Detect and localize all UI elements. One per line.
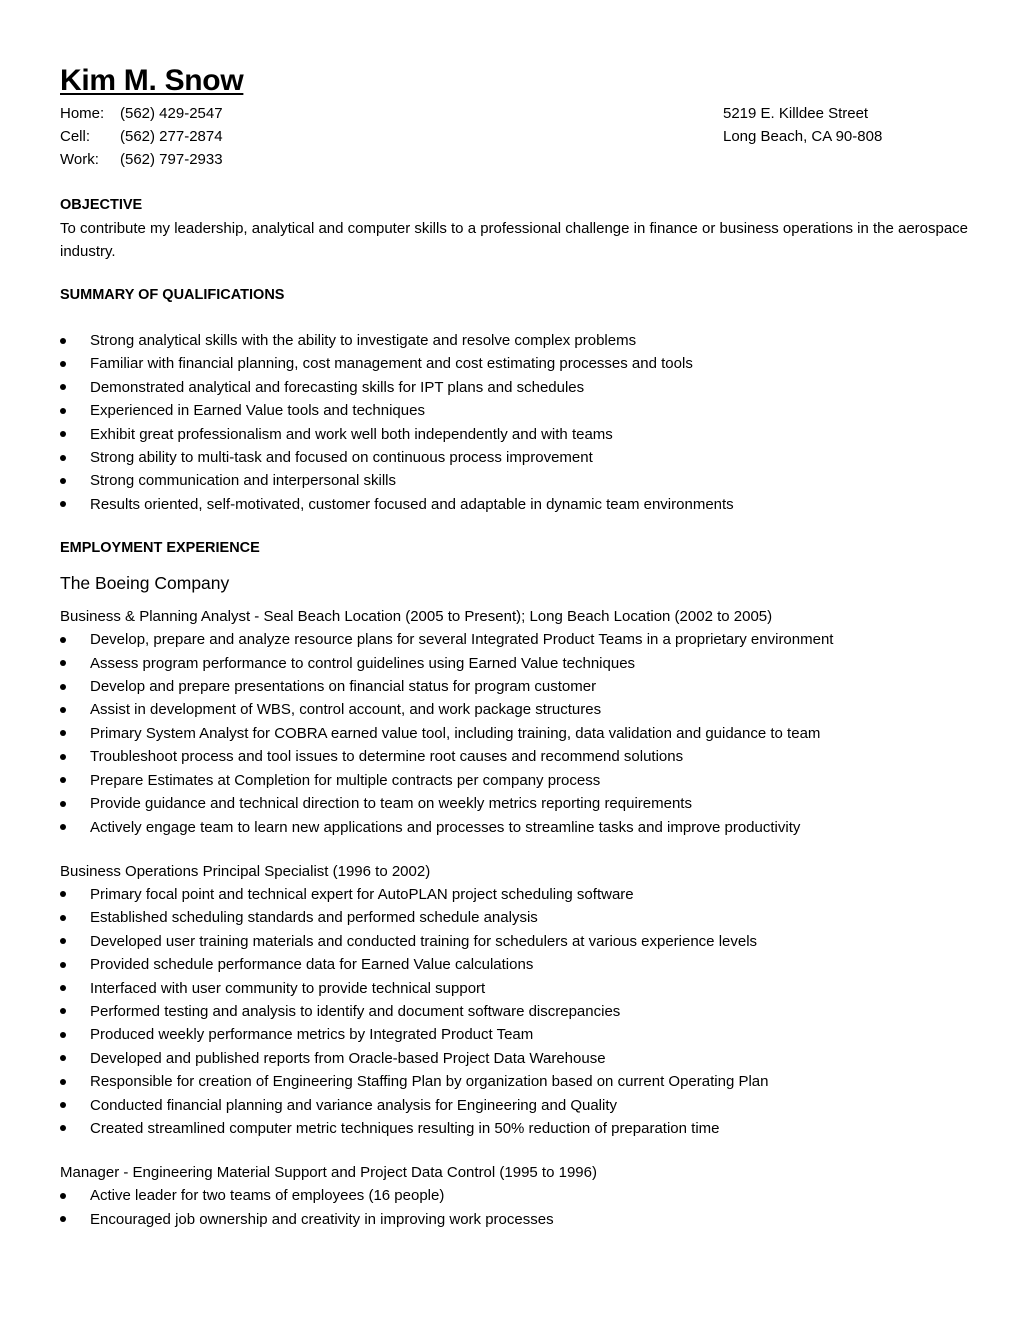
bullet-icon [60, 938, 66, 944]
bullet-icon [60, 455, 66, 461]
bullet-icon [60, 1079, 66, 1085]
list-item-text: Primary System Analyst for COBRA earned value tool, including training, data validation and guidance to team [90, 724, 821, 742]
bullet-icon [60, 1032, 66, 1038]
phone-label: Home: [60, 105, 105, 122]
list-item-text: Developed user training materials and conducted training for schedulers at various experience levels [90, 932, 758, 950]
bullet-icon [60, 777, 66, 783]
list-item [60, 930, 970, 953]
bullet-icon [60, 1216, 66, 1222]
list-item [60, 376, 970, 399]
list-item [60, 399, 970, 422]
list-item-text: Troubleshoot process and tool issues to determine root causes and recommend solutions [90, 748, 684, 766]
list-item-text: Assess program performance to control guidelines using Earned Value techniques [90, 654, 636, 672]
job-entry [60, 860, 970, 1140]
job-title: Manager - Engineering Material Support and Project Data Control (1995 to 1996) [60, 1164, 597, 1182]
list-item [60, 628, 970, 651]
list-item-text: Primary focal point and technical expert for AutoPLAN project scheduling software [90, 885, 634, 903]
job-list [60, 605, 970, 1231]
bullet-icon [60, 707, 66, 713]
bullet-icon [60, 637, 66, 643]
bullet-icon [60, 754, 66, 760]
bullet-icon [60, 384, 66, 390]
phone-home [60, 102, 223, 125]
list-item-text: Strong ability to multi-task and focused on continuous process improvement [90, 449, 593, 467]
list-item [60, 446, 970, 469]
job-duties-list [60, 1184, 970, 1231]
objective-heading: OBJECTIVE [60, 197, 143, 213]
resume-page [60, 62, 970, 1231]
list-item-text: Interfaced with user community to provide technical support [90, 979, 486, 997]
list-item-text: Strong analytical skills with the ability to investigate and resolve complex problems [90, 332, 637, 349]
list-item [60, 977, 970, 1000]
list-item-text: Performed testing and analysis to identify and document software discrepancies [90, 1002, 621, 1020]
list-item [60, 722, 970, 745]
summary-heading: SUMMARY OF QUALIFICATIONS [60, 287, 285, 303]
bullet-icon [60, 660, 66, 666]
list-item-text: Develop, prepare and analyze resource plans for several Integrated Product Teams in a proprietary environment [90, 631, 834, 649]
bullet-icon [60, 1055, 66, 1061]
list-item [60, 1094, 970, 1117]
job-entry [60, 1161, 970, 1231]
list-item [60, 423, 970, 446]
list-item [60, 1184, 970, 1207]
summary-list [60, 329, 970, 516]
phone-work [60, 148, 223, 171]
list-item [60, 352, 970, 375]
list-item-text: Familiar with financial planning, cost management and cost estimating processes and tools [90, 355, 693, 373]
list-item-text: Active leader for two teams of employees (16 people) [90, 1187, 445, 1205]
list-item [60, 953, 970, 976]
phone-label: Cell: [60, 128, 91, 145]
list-item [60, 698, 970, 721]
bullet-icon [60, 730, 66, 736]
list-item [60, 769, 970, 792]
job-title: Business & Planning Analyst - Seal Beach Location (2005 to Present); Long Beach Location (2002 to 2005) [60, 608, 773, 626]
list-item [60, 883, 970, 906]
list-item [60, 1000, 970, 1023]
bullet-icon [60, 338, 66, 344]
list-item [60, 1208, 970, 1231]
list-item-text: Prepare Estimates at Completion for multiple contracts per company process [90, 771, 601, 789]
list-item-text: Assist in development of WBS, control account, and work package structures [90, 701, 602, 719]
bullet-icon [60, 1125, 66, 1131]
job-entry [60, 605, 970, 839]
list-item [60, 1070, 970, 1093]
list-item-text: Results oriented, self-motivated, customer focused and adaptable in dynamic team environments [90, 495, 734, 513]
bullet-icon [60, 962, 66, 968]
bullet-icon [60, 1193, 66, 1199]
phone-cell [60, 125, 223, 148]
list-item [60, 906, 970, 929]
phone-number: (562) 797-2933 [120, 151, 223, 168]
bullet-icon [60, 431, 66, 437]
list-item [60, 469, 970, 492]
address-city: Long Beach, CA 90-808 [723, 128, 883, 145]
objective-text: To contribute my leadership, analytical and computer skills to a professional challenge in finance or business operations in the aerospace industry. [60, 220, 969, 260]
list-item [60, 652, 970, 675]
candidate-name: Kim M. Snow [60, 64, 244, 97]
job-title: Business Operations Principal Specialist (1996 to 2002) [60, 862, 431, 880]
list-item-text: Established scheduling standards and performed schedule analysis [90, 909, 538, 927]
phone-number: (562) 429-2547 [120, 105, 223, 122]
bullet-icon [60, 801, 66, 807]
bullet-icon [60, 1008, 66, 1014]
list-item [60, 493, 970, 516]
list-item-text: Provided schedule performance data for Earned Value calculations [90, 956, 534, 974]
list-item-text: Developed and published reports from Oracle-based Project Data Warehouse [90, 1049, 606, 1067]
list-item [60, 792, 970, 815]
bullet-icon [60, 501, 66, 507]
list-item-text: Demonstrated analytical and forecasting skills for IPT plans and schedules [90, 378, 585, 396]
list-item [60, 1023, 970, 1046]
phone-label: Work: [60, 151, 99, 168]
contact-block [60, 102, 970, 172]
list-item-text: Strong communication and interpersonal skills [90, 472, 396, 490]
list-item [60, 1047, 970, 1070]
mailing-address [723, 102, 882, 148]
list-item [60, 675, 970, 698]
list-item-text: Conducted financial planning and variance analysis for Engineering and Quality [90, 1096, 618, 1114]
list-item-text: Created streamlined computer metric techniques resulting in 50% reduction of preparation time [90, 1119, 720, 1137]
bullet-icon [60, 985, 66, 991]
company-name: The Boeing Company [60, 573, 230, 594]
list-item-text: Produced weekly performance metrics by Integrated Product Team [90, 1026, 534, 1044]
job-duties-list [60, 883, 970, 1140]
bullet-icon [60, 408, 66, 414]
list-item-text: Experienced in Earned Value tools and techniques [90, 402, 425, 420]
address-street: 5219 E. Killdee Street [723, 105, 869, 122]
list-item [60, 329, 970, 352]
list-item-text: Encouraged job ownership and creativity in improving work processes [90, 1210, 554, 1228]
list-item-text: Exhibit great professionalism and work well both independently and with teams [90, 425, 613, 443]
bullet-icon [60, 684, 66, 690]
bullet-icon [60, 824, 66, 830]
bullet-icon [60, 891, 66, 897]
bullet-icon [60, 361, 66, 367]
job-duties-list [60, 628, 970, 839]
list-item-text: Responsible for creation of Engineering Staffing Plan by organization based on current Operating Plan [90, 1073, 769, 1091]
bullet-icon [60, 915, 66, 921]
bullet-icon [60, 478, 66, 484]
list-item-text: Provide guidance and technical direction to team on weekly metrics reporting requirements [90, 795, 692, 813]
list-item [60, 1117, 970, 1140]
list-item-text: Develop and prepare presentations on financial status for program customer [90, 678, 597, 696]
bullet-icon [60, 1102, 66, 1108]
list-item-text: Actively engage team to learn new applications and processes to streamline tasks and improve productivity [90, 818, 801, 836]
list-item [60, 816, 970, 839]
list-item [60, 745, 970, 768]
employment-heading: EMPLOYMENT EXPERIENCE [60, 540, 260, 557]
phone-number: (562) 277-2874 [120, 128, 223, 145]
